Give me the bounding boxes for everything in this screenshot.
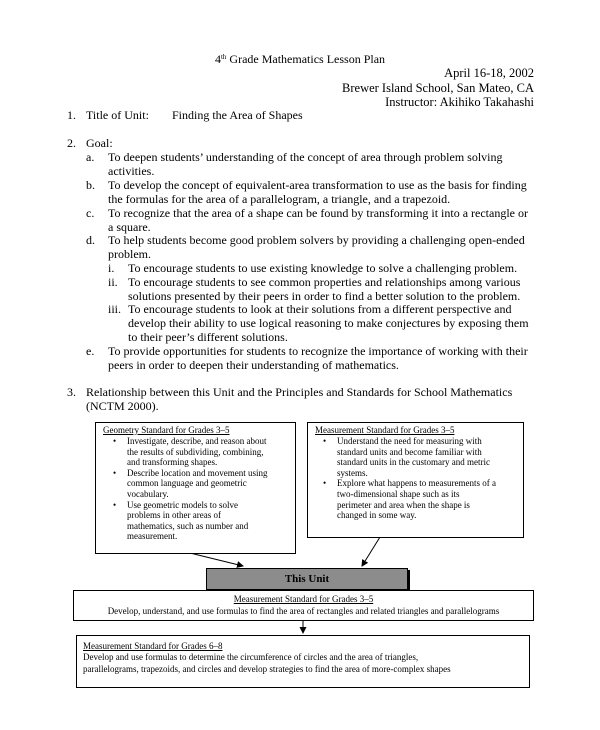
- goal-b-line-2: the formulas for the area of a parallelogram, a triangle, and a trapezoid.: [108, 192, 451, 206]
- list-line: changed in some way.: [337, 510, 417, 521]
- list-item: [113, 467, 268, 500]
- goal-d-i-line-1: To encourage students to use existing knowledge to solve a challenging problem.: [128, 261, 518, 275]
- goal-a-letter: a.: [86, 150, 95, 164]
- goal-d-ii-line-2: solutions presented by their peers in order to find a better solution to the problem.: [128, 289, 521, 303]
- list-line: Investigate, describe, and reason about: [127, 436, 267, 446]
- list-line: two-dimensional shape such as its: [337, 488, 460, 499]
- list-item: [323, 478, 496, 521]
- geometry-to-unit-arrow: [190, 553, 243, 566]
- title-prefix: 4: [214, 52, 221, 66]
- list-line: standard units and become familiar with: [337, 446, 482, 457]
- bullet-icon: •: [113, 467, 117, 478]
- goal-d-iii-line-1: To encourage students to look at their solutions from a different perspective and: [128, 302, 512, 316]
- measurement-68-title: Measurement Standard for Grades 6–8: [83, 641, 223, 651]
- measurement-68-line-1: Develop and use formulas to determine the circumference of circles and the area of triangles,: [83, 652, 419, 662]
- goal-d-ii-line-1: To encourage students to see common properties and relationships among various: [128, 275, 521, 289]
- list-line: Describe location and movement using: [127, 467, 268, 478]
- goal-b-letter: b.: [86, 178, 95, 192]
- section-1-label: Title of Unit:: [86, 108, 149, 122]
- section-1-value: Finding the Area of Shapes: [172, 108, 303, 122]
- geometry-standard-list: [113, 436, 268, 542]
- goal-e-line-2: peers in order to deepen their understanding of mathematics.: [108, 358, 399, 372]
- list-line: Understand the need for measuring with: [337, 436, 482, 446]
- goal-d-letter: d.: [86, 233, 95, 247]
- list-line: and transforming shapes.: [127, 457, 218, 468]
- goal-c-line-2: a square.: [108, 220, 151, 234]
- section-3-line-1: Relationship between this Unit and the Principles and Standards for School Mathematics: [86, 385, 513, 399]
- title-rest: Grade Mathematics Lesson Plan: [226, 52, 386, 66]
- goal-d-iii-line-2: develop their ability to use logical reasoning to make conjectures by exposing them: [128, 316, 529, 330]
- goal-e-line-1: To provide opportunities for students to recognize the importance of working with their: [108, 344, 528, 358]
- goal-d-ii-number: ii.: [108, 275, 118, 289]
- section-3-line-2: (NCTM 2000).: [86, 399, 159, 413]
- list-line: Use geometric models to solve: [127, 499, 238, 510]
- list-line: vocabulary.: [127, 488, 169, 499]
- goal-b-line-1: To develop the concept of equivalent-area transformation to use as the basis for finding: [108, 178, 527, 192]
- goal-a-line-1: To deepen students’ understanding of the concept of area through problem solving: [108, 150, 503, 164]
- goal-d-line-1: To help students become good problem solvers by providing a challenging open-ended: [108, 233, 525, 247]
- list-line: perimeter and area when the shape is: [337, 499, 470, 510]
- goal-d-iii-line-3: to their peer’s different solutions.: [128, 330, 288, 344]
- bullet-icon: •: [323, 436, 327, 446]
- list-line: standard units in the customary and metric: [337, 457, 490, 468]
- section-2-number: 2.: [67, 136, 76, 150]
- school: Brewer Island School, San Mateo, CA: [342, 81, 534, 95]
- instructor: Instructor: Akihiko Takahashi: [385, 95, 534, 109]
- measurement-standard-list: [323, 436, 496, 521]
- list-item: [113, 499, 267, 542]
- measurement-35-box: [73, 590, 534, 621]
- list-item: [323, 436, 496, 478]
- geometry-standard-title: Geometry Standard for Grades 3–5: [103, 425, 230, 435]
- bullet-icon: •: [113, 436, 117, 446]
- list-line: mathematics, such as number and: [127, 520, 249, 531]
- this-unit-box: This Unit: [206, 568, 408, 590]
- section-1-number: 1.: [67, 108, 76, 122]
- measurement-68-line-2: parallelograms, trapezoids, and circles and develop strategies to find the area of more-complex shapes: [83, 664, 451, 674]
- goal-c-letter: c.: [86, 206, 95, 220]
- list-line: systems.: [337, 467, 368, 478]
- goal-d-line-2: problem.: [108, 247, 151, 261]
- geometry-standard-box: [95, 422, 296, 554]
- measurement-68-box: [76, 635, 530, 688]
- measurement-35-text: Develop, understand, and use formulas to find the area of rectangles and related triangles and parallelograms: [107, 606, 500, 616]
- bullet-icon: •: [323, 478, 327, 489]
- goal-d-i-number: i.: [108, 261, 115, 275]
- title-superscript: th: [220, 53, 227, 61]
- measurement-to-unit-arrow: [362, 537, 380, 566]
- list-line: problems in other areas of: [127, 510, 221, 521]
- goal-e-letter: e.: [86, 344, 95, 358]
- list-line: measurement.: [127, 531, 178, 542]
- goal-c-line-1: To recognize that the area of a shape can be found by transforming it into a rectangle or: [108, 206, 528, 220]
- list-line: the results of subdividing, combining,: [127, 446, 264, 457]
- section-3-number: 3.: [67, 385, 76, 399]
- bullet-icon: •: [113, 499, 117, 510]
- date: April 16-18, 2002: [444, 66, 534, 80]
- measurement-standard-box: [307, 422, 524, 538]
- section-2-label: Goal:: [86, 136, 113, 150]
- measurement-standard-title: Measurement Standard for Grades 3–5: [315, 425, 455, 435]
- list-line: common language and geometric: [127, 478, 247, 489]
- list-line: Explore what happens to measurements of a: [337, 478, 496, 489]
- goal-a-line-2: activities.: [108, 164, 155, 178]
- list-item: [113, 436, 267, 468]
- measurement-35-title: Measurement Standard for Grades 3–5: [233, 594, 374, 604]
- goal-d-iii-number: iii.: [108, 302, 122, 316]
